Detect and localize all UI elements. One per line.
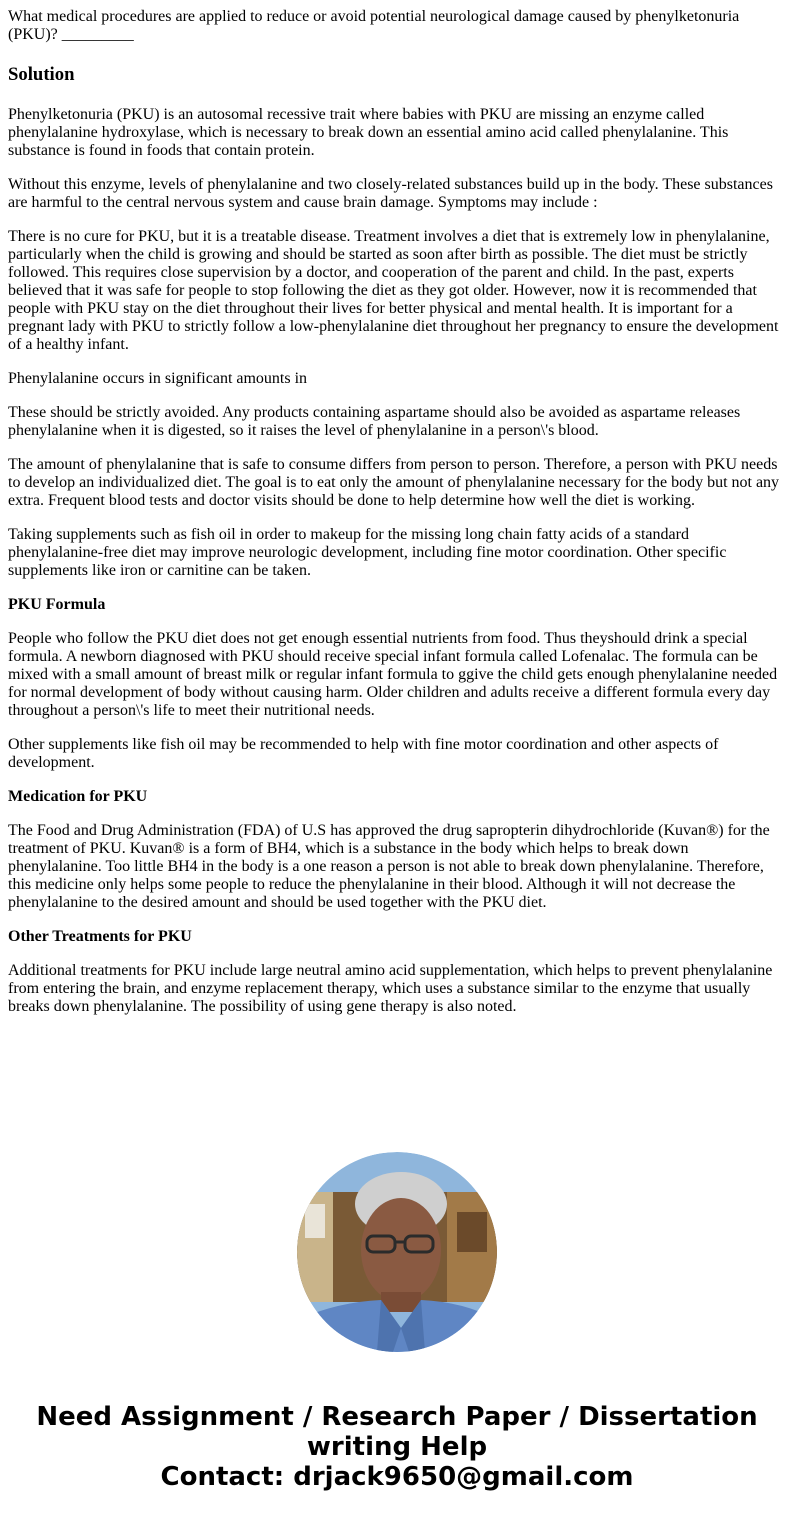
author-avatar <box>297 1152 497 1352</box>
footer-promo <box>0 1402 794 1492</box>
paragraph-enzyme-effects: Without this enzyme, levels of phenylalanine and two closely-related substances build up in the body. These substances are harmful to the central nervous system and cause brain damage. Symptoms may include : <box>8 176 773 211</box>
author-portrait-image <box>297 1152 497 1352</box>
solution-heading: Solution <box>8 64 75 85</box>
paragraph-formula: People who follow the PKU diet does not get enough essential nutrients from food. Thus theyshould drink a special formula. A newborn diagnosed with PKU should receive special infant formula called Lofenalac. The formula can be mixed with a small amount of breast milk or regular infant formula to ggive the child gets enough phenylalanine needed for normal development of body without causing harm. Older children and adults receive a different formula every day throughout a person\'s life to meet their nutritional needs. <box>8 630 778 719</box>
heading-pku-formula: PKU Formula <box>8 596 106 613</box>
paragraph-avoid-aspartame: These should be strictly avoided. Any products containing aspartame should also be avoided as aspartame releases phenylalanine when it is digested, so it raises the level of phenylalanine in a person\'s blood. <box>8 404 741 439</box>
paragraph-kuvan: The Food and Drug Administration (FDA) of U.S has approved the drug sapropterin dihydrochloride (Kuvan®) for the treatment of PKU. Kuvan® is a form of BH4, which is a substance in the body which helps to break down phenylalanine. Too little BH4 in the body is a one reason a person is not able to break down phenylalanine. Therefore, this medicine only helps some people to reduce the phenylalanine in their blood. Although it will not decrease the phenylalanine to the desired amount and should be used together with the PKU diet. <box>8 822 770 911</box>
paragraph-other-treatments: Additional treatments for PKU include large neutral amino acid supplementation, which helps to prevent phenylalanine from entering the brain, and enzyme replacement therapy, which uses a substance similar to the enzyme that usually breaks down phenylalanine. The possibility of using gene therapy is also noted. <box>8 962 773 1015</box>
heading-other-treatments: Other Treatments for PKU <box>8 928 192 945</box>
heading-medication: Medication for PKU <box>8 788 148 805</box>
paragraph-pku-definition: Phenylketonuria (PKU) is an autosomal recessive trait where babies with PKU are missing an enzyme called phenylalanine hydroxylase, which is necessary to break down an essential amino acid called phenylalanine. This substance is found in foods that contain protein. <box>8 106 729 159</box>
paragraph-treatment-diet: There is no cure for PKU, but it is a treatable disease. Treatment involves a diet that is extremely low in phenylalanine, particularly when the child is growing and should be started as soon after birth as possible. The diet must be strictly followed. This requires close supervision by a doctor, and cooperation of the parent and child. In the past, experts believed that it was safe for people to stop following the diet as they got older. However, now it is recommended that people with PKU stay on the diet throughout their lives for better physical and mental health. It is important for a pregnant lady with PKU to strictly follow a low-phenylalanine diet throughout her pregnancy to ensure the development of a healthy infant. <box>8 228 779 353</box>
footer-contact-email[interactable]: Contact: drjack9650@gmail.com <box>160 1462 634 1492</box>
paragraph-fish-oil: Other supplements like fish oil may be recommended to help with fine motor coordination and other aspects of development. <box>8 736 719 771</box>
paragraph-supplements: Taking supplements such as fish oil in order to makeup for the missing long chain fatty acids of a standard phenylalanine-free diet may improve neurologic development, including fine motor coordination. Other specific supplements like iron or carnitine can be taken. <box>8 526 727 579</box>
paragraph-phenylalanine-sources: Phenylalanine occurs in significant amounts in <box>8 370 308 387</box>
question-text: What medical procedures are applied to reduce or avoid potential neurological damage caused by phenylketonuria (PKU)? _________ <box>8 8 740 43</box>
footer-help-text: Need Assignment / Research Paper / Dissertation writing Help <box>36 1402 758 1462</box>
paragraph-individual-diet: The amount of phenylalanine that is safe to consume differs from person to person. Therefore, a person with PKU needs to develop an individualized diet. The goal is to eat only the amount of phenylalanine necessary for the body but not any extra. Frequent blood tests and doctor visits should be done to help determine how well the diet is working. <box>8 456 780 509</box>
